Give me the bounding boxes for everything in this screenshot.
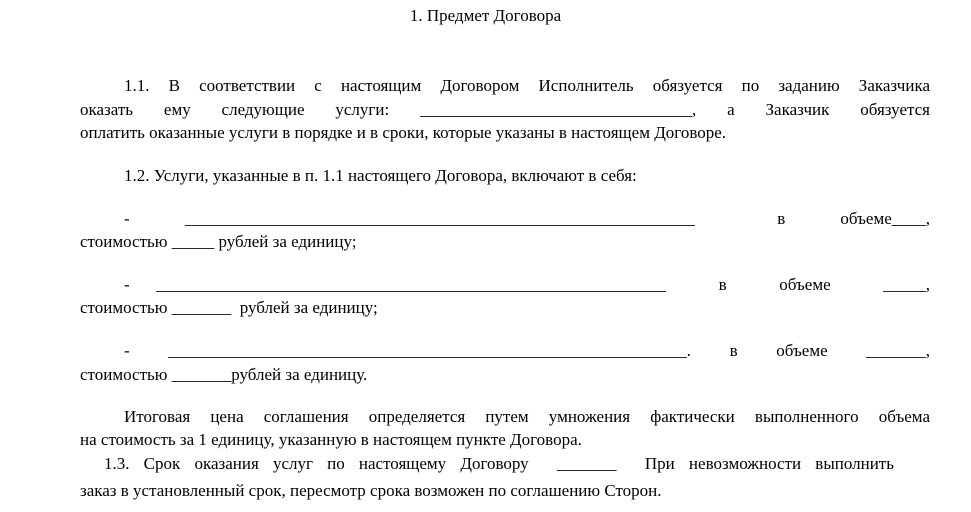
- service-item-3-line-2: стоимостью _______рублей за единицу.: [80, 365, 368, 384]
- service-item-3-line-1: - _____________________________________________________________. в объеме _______,: [124, 341, 930, 360]
- clause-1-2-intro: 1.2. Услуги, указанные в п. 1.1 настоящего Договора, включают в себя:: [124, 166, 637, 185]
- service-item-1-line-2: стоимостью _____ рублей за единицу;: [80, 232, 357, 251]
- total-price-line-1: Итоговая цена соглашения определяется путем умножения фактически выполненного объема: [124, 407, 930, 426]
- service-item-2-line-1: - ____________________________________________________________ в объеме _____,: [124, 275, 930, 294]
- clause-1-1-line-2: оказать ему следующие услуги: ________________________________, а Заказчик обязуется: [80, 100, 930, 119]
- clause-1-1-line-3: оплатить оказанные услуги в порядке и в сроки, которые указаны в настоящем Договоре.: [80, 123, 727, 142]
- clause-1-3-line-2: заказ в установленный срок, пересмотр срока возможен по соглашению Сторон.: [80, 481, 662, 500]
- total-price-line-2: на стоимость за 1 единицу, указанную в настоящем пункте Договора.: [80, 430, 582, 449]
- clause-1-1-line-1: 1.1. В соответствии с настоящим Договором Исполнитель обязуется по заданию Заказчика: [124, 76, 930, 95]
- clause-1-3-line-1: 1.3. Срок оказания услуг по настоящему Договору _______ При невозможности выполнить: [104, 454, 894, 473]
- service-item-2-line-2: стоимостью _______ рублей за единицу;: [80, 298, 378, 317]
- section-title: 1. Предмет Договора: [409, 6, 562, 25]
- service-item-1-line-1: - ____________________________________________________________ в объеме____,: [124, 209, 930, 228]
